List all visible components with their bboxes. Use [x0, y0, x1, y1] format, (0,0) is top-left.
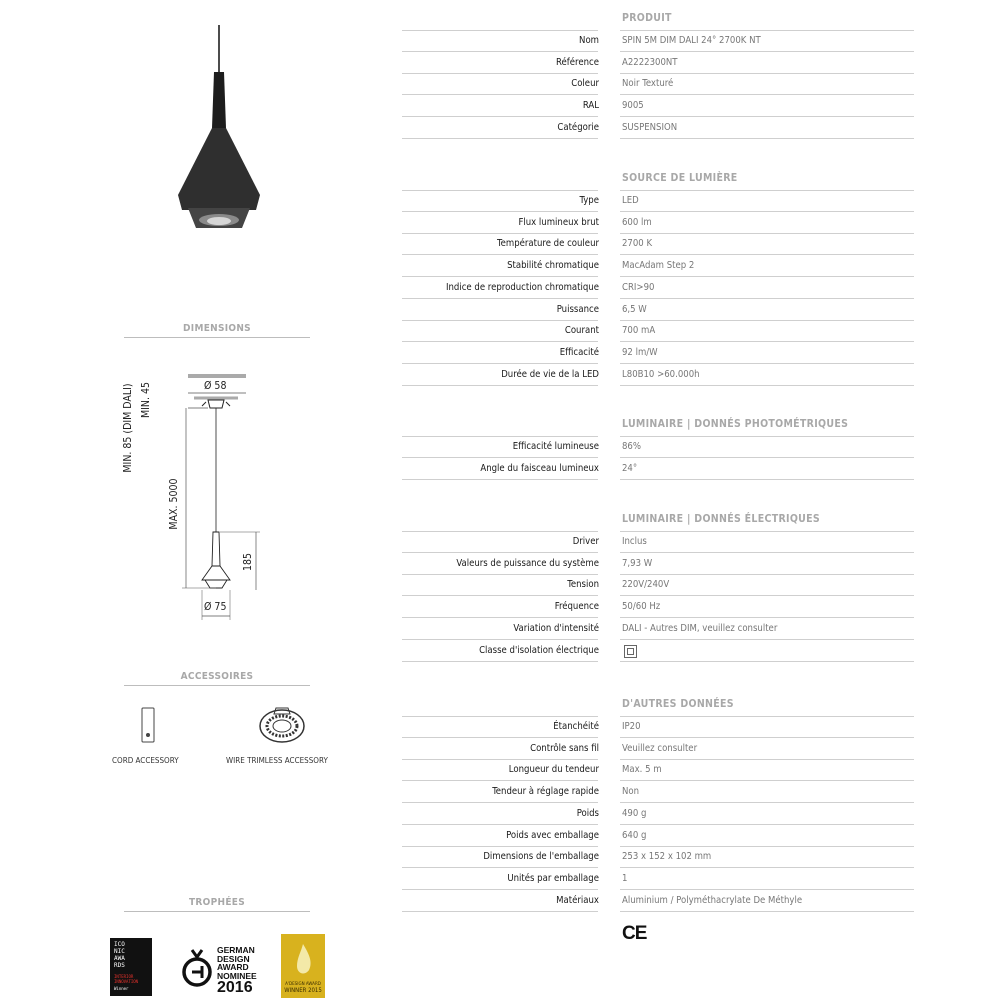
ce-mark: CE	[622, 923, 647, 944]
gda-line-2: DESIGN	[217, 953, 250, 964]
spec-label: Catégorie	[557, 121, 599, 133]
spec-label: Type	[579, 195, 599, 206]
spec-label: Nom	[579, 35, 599, 46]
a-design-award-text	[281, 982, 325, 994]
gda-line-5: 2016	[217, 979, 253, 996]
product-image	[170, 20, 270, 240]
german-design-award-icon	[180, 946, 214, 990]
spec-row	[402, 575, 914, 596]
spec-value: 640 g	[622, 829, 647, 841]
spec-value: 50/60 Hz	[622, 601, 661, 613]
spec-value: 600 lm	[622, 216, 652, 228]
iconic-awards-logo	[110, 938, 152, 996]
spec-value: 24°	[622, 462, 638, 474]
spec-value: CRI>90	[622, 281, 655, 293]
spec-value: 253 x 152 x 102 mm	[622, 851, 712, 863]
dim-min85: MIN. 85 (DIM DALI)	[122, 383, 134, 473]
accessory-label-cord: CORD ACCESSORY	[112, 756, 179, 765]
a-design-award-icon	[289, 942, 317, 978]
row-rule	[620, 661, 914, 662]
a-design-award-logo	[281, 934, 325, 998]
iconic-line-4: RDS	[114, 962, 125, 969]
spec-label: Angle du faisceau lumineux	[480, 462, 599, 474]
spec-value: LED	[622, 195, 639, 206]
spec-row	[402, 213, 914, 234]
section-title: PRODUIT	[622, 12, 672, 24]
adesign-line-1: A'DESIGN AWARD	[285, 982, 321, 987]
spec-label: Poids avec emballage	[506, 829, 599, 841]
spec-row	[402, 74, 914, 95]
spec-row	[402, 826, 914, 847]
spec-row	[402, 760, 914, 781]
spec-row	[402, 459, 914, 480]
gda-line-1: GERMAN	[217, 945, 255, 955]
row-rule	[402, 385, 598, 386]
spec-value: MacAdam Step 2	[622, 260, 695, 272]
spec-label: Flux lumineux brut	[518, 216, 599, 228]
dim-dia-bottom: Ø 75	[204, 601, 227, 613]
spec-label: Driver	[572, 536, 599, 547]
spec-label: Valeurs de puissance du système	[456, 557, 599, 569]
spec-value: SPIN 5M DIM DALI 24° 2700K NT	[622, 35, 761, 46]
spec-label: Indice de reproduction chromatique	[445, 281, 599, 293]
wire-trimless-accessory-icon	[256, 704, 308, 748]
spec-row	[402, 804, 914, 825]
row-rule	[620, 911, 914, 912]
spec-row	[402, 782, 914, 803]
row-rule	[402, 479, 598, 480]
spec-label: Efficacité lumineuse	[512, 441, 599, 452]
row-rule	[402, 661, 598, 662]
spec-label: Variation d'intensité	[513, 622, 599, 634]
accessories-title: ACCESSOIRES	[180, 671, 254, 682]
spec-value: 7,93 W	[622, 557, 653, 569]
row-rule	[402, 911, 598, 912]
spec-value: SUSPENSION	[622, 121, 678, 133]
spec-label: Contrôle sans fil	[530, 742, 599, 754]
spec-value: 92 lm/W	[622, 346, 658, 358]
spec-value: Veuillez consulter	[622, 742, 698, 754]
spec-label: Dimensions de l'emballage	[483, 851, 599, 863]
gda-line-4: NOMINEE	[217, 970, 257, 981]
dimensions-title: DIMENSIONS	[183, 323, 251, 334]
spec-label: Courant	[564, 325, 599, 337]
dim-dia-top: Ø 58	[204, 380, 227, 392]
spec-value: L80B10 >60.000h	[622, 368, 700, 380]
spec-value: DALI - Autres DIM, veuillez consulter	[622, 622, 778, 634]
spec-value: Non	[622, 786, 640, 798]
spec-label: Tendeur à réglage rapide	[492, 786, 599, 798]
spec-label: RAL	[582, 100, 599, 112]
spec-row	[402, 191, 914, 212]
spec-row	[402, 554, 914, 575]
spec-row	[402, 256, 914, 277]
spec-row	[402, 278, 914, 299]
spec-row	[402, 641, 914, 662]
spec-row	[402, 365, 914, 386]
spec-value: 9005	[622, 100, 644, 112]
spec-label: Température de couleur	[497, 238, 599, 250]
spec-label: Longueur du tendeur	[508, 764, 599, 776]
section-title: SOURCE DE LUMIÈRE	[622, 172, 738, 184]
spec-value: A2222300NT	[622, 56, 678, 68]
spec-row	[402, 619, 914, 640]
spec-label: Puissance	[556, 303, 599, 315]
spec-value: 6,5 W	[622, 303, 647, 315]
row-rule	[620, 138, 914, 139]
spec-row	[402, 891, 914, 912]
trophies-title: TROPHÉES	[188, 897, 245, 908]
spec-value: IP20	[622, 721, 641, 732]
spec-row	[402, 437, 914, 458]
spec-label: Tension	[567, 579, 599, 591]
row-rule	[620, 385, 914, 386]
spec-label: Référence	[556, 56, 599, 68]
row-rule	[402, 138, 598, 139]
spec-row	[402, 343, 914, 364]
german-design-award-text	[217, 946, 257, 996]
spec-row	[402, 234, 914, 255]
spec-value: Aluminium / Polyméthacrylate De Méthyle	[622, 894, 803, 906]
cord-accessory-icon	[138, 706, 158, 746]
spec-value: 700 mA	[622, 325, 656, 337]
spec-value: 220V/240V	[622, 579, 670, 591]
spec-label: Stabilité chromatique	[507, 260, 599, 272]
spec-row	[402, 869, 914, 890]
spec-row	[402, 321, 914, 342]
spec-label: Coleur	[571, 78, 599, 90]
spec-row	[402, 532, 914, 553]
spec-row	[402, 31, 914, 52]
class-ii-insulation-icon	[624, 645, 637, 658]
dimensions-rule	[124, 337, 310, 338]
dim-185: 185	[242, 552, 254, 572]
spec-label: Unités par emballage	[507, 872, 599, 884]
adesign-line-2: WINNER 2015	[284, 987, 322, 994]
iconic-winner: Winner	[114, 986, 129, 991]
accessory-label-wire: WIRE TRIMLESS ACCESSORY	[226, 756, 328, 765]
spec-label: Étanchéité	[553, 721, 599, 732]
spec-label: Fréquence	[554, 601, 599, 613]
spec-value: Inclus	[622, 536, 647, 547]
spec-row	[402, 96, 914, 117]
spec-label: Durée de vie de la LED	[501, 368, 599, 380]
spec-value: Noir Texturé	[622, 78, 674, 90]
spec-row	[402, 847, 914, 868]
spec-row	[402, 597, 914, 618]
spec-value: 86%	[622, 441, 641, 452]
dimension-drawing	[110, 370, 310, 630]
section-title: LUMINAIRE | DONNÉS PHOTOMÉTRIQUES	[622, 418, 849, 430]
spec-row	[402, 53, 914, 74]
accessories-rule	[124, 685, 310, 686]
iconic-sub: INTERIOR INNOVATION	[114, 974, 139, 984]
spec-row	[402, 118, 914, 139]
row-rule	[620, 479, 914, 480]
spec-value: 490 g	[622, 807, 647, 819]
iconic-line-2: NIC	[114, 948, 125, 955]
section-title: D'AUTRES DONNÉES	[622, 698, 734, 710]
gda-line-3: AWARD	[217, 962, 249, 972]
section-title: LUMINAIRE | DONNÉS ÉLECTRIQUES	[622, 513, 820, 525]
spec-value: 1	[622, 872, 628, 884]
spec-label: Classe d'isolation électrique	[479, 644, 599, 656]
spec-label: Poids	[576, 807, 599, 819]
spec-row	[402, 739, 914, 760]
spec-row	[402, 300, 914, 321]
spec-row	[402, 717, 914, 738]
spec-label: Efficacité	[559, 346, 599, 358]
spec-value: Max. 5 m	[622, 764, 662, 776]
dim-max5000: MAX. 5000	[168, 478, 180, 530]
spec-value: 2700 K	[622, 238, 653, 250]
dim-min45: MIN. 45	[140, 381, 152, 419]
trophies-rule	[124, 911, 310, 912]
spec-label: Matériaux	[556, 894, 599, 906]
iconic-line-1: ICO	[114, 941, 125, 948]
iconic-line-3: AWA	[114, 955, 125, 962]
